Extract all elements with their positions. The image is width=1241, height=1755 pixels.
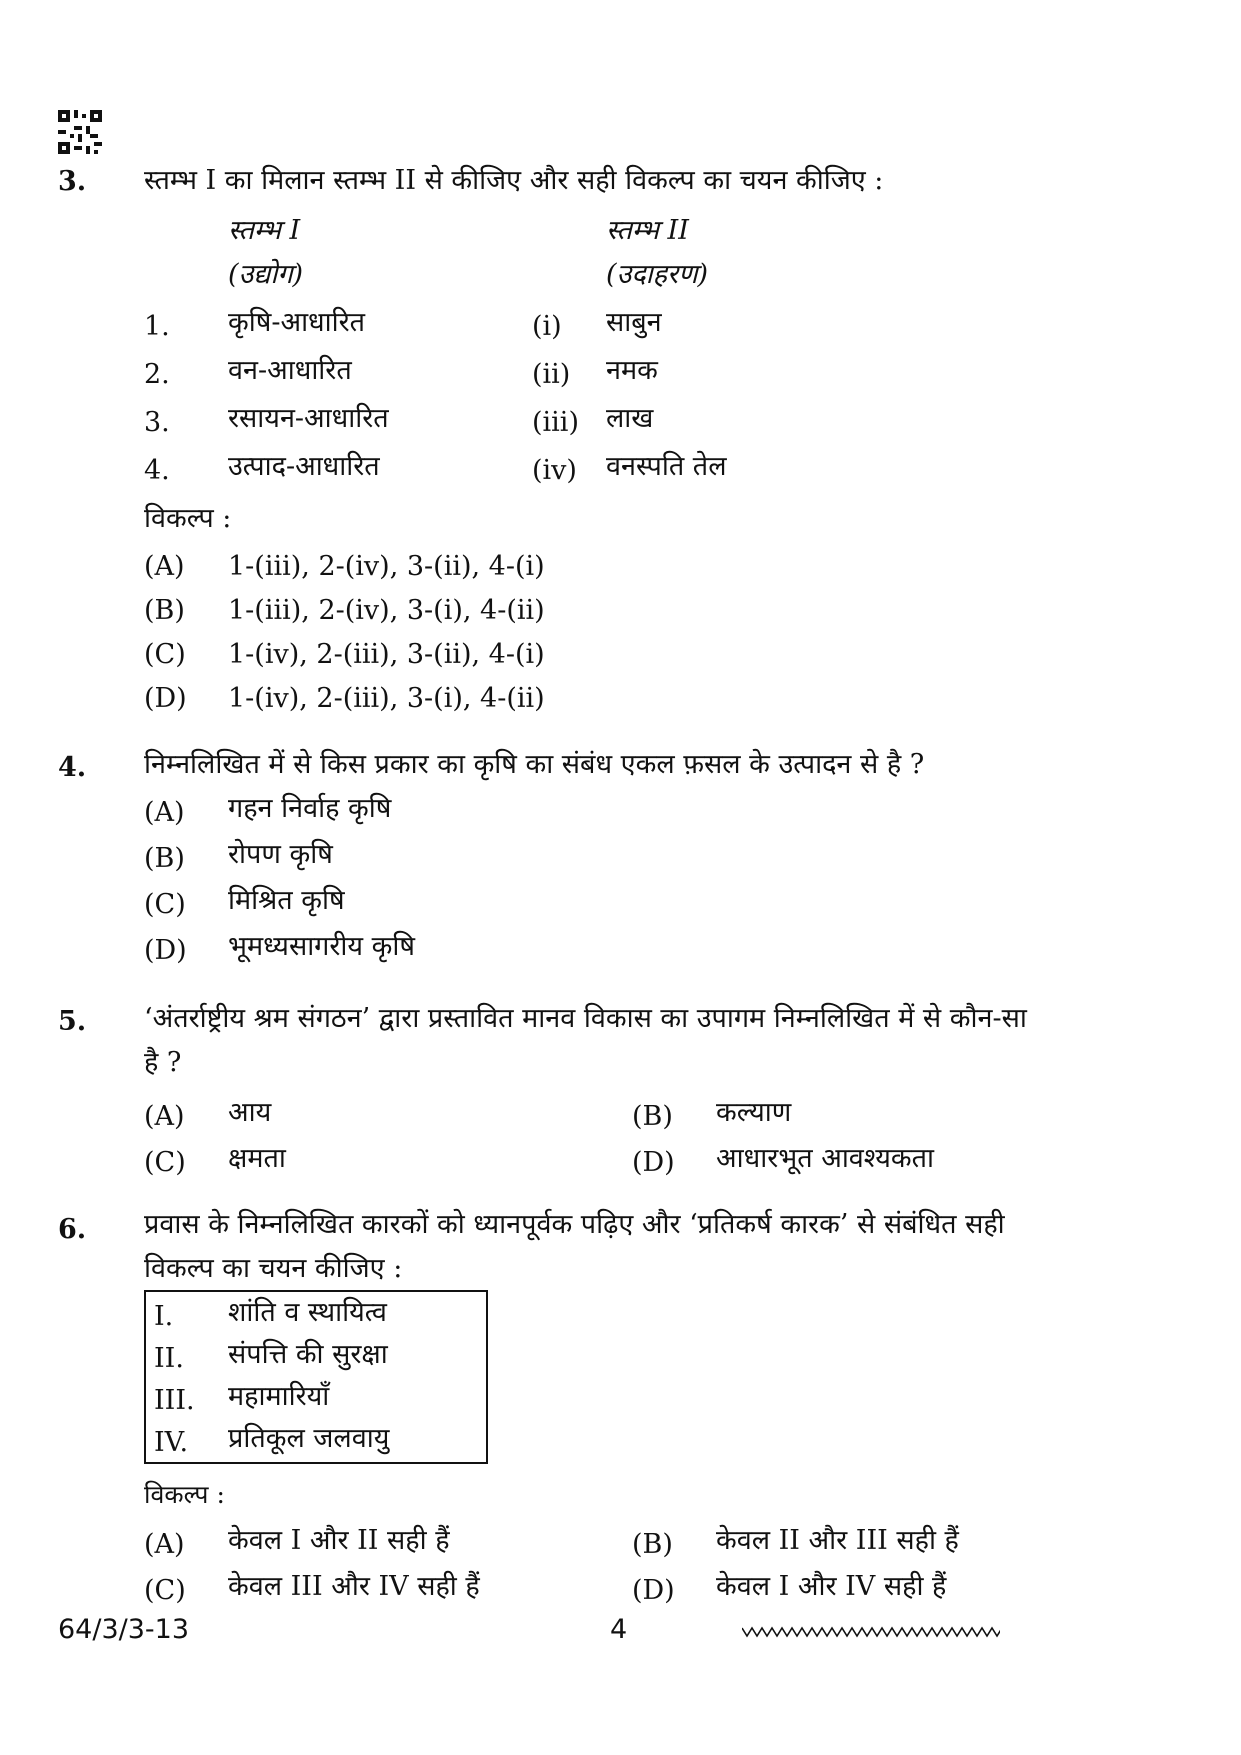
option-text[interactable]: रोपण कृषि: [228, 839, 333, 870]
question-number: 5.: [58, 1006, 87, 1037]
match-row-left: वन-आधारित: [228, 355, 352, 386]
option-text[interactable]: 1-(iii), 2-(iv), 3-(ii), 4-(i): [228, 551, 545, 582]
options-label: विकल्प :: [144, 1480, 225, 1509]
option-text[interactable]: केवल I और IV सही हैं: [716, 1571, 947, 1602]
column-1-subheading: (उद्योग): [228, 259, 304, 290]
option-text[interactable]: केवल II और III सही हैं: [716, 1525, 959, 1556]
option-key[interactable]: (D): [632, 1147, 675, 1178]
question-text: स्तम्भ I का मिलान स्तम्भ II से कीजिए और सही विकल्प का चयन कीजिए :: [144, 165, 884, 196]
option-key[interactable]: (B): [144, 843, 185, 874]
question-number: 4.: [58, 752, 87, 783]
match-row-right: लाख: [606, 403, 654, 434]
paper-code: 64/3/3-13: [58, 1614, 190, 1645]
option-key[interactable]: (B): [632, 1529, 673, 1560]
squiggle-line-icon: [742, 1624, 1000, 1640]
match-row-number: 4.: [144, 455, 170, 486]
match-row-roman: (i): [532, 311, 562, 342]
option-text[interactable]: केवल III और IV सही हैं: [228, 1571, 480, 1602]
question-text: ‘अंतर्राष्ट्रीय श्रम संगठन’ द्वारा प्रस्तावित मानव विकास का उपागम निम्नलिखित में से कौन-सा: [144, 1003, 1027, 1034]
match-row-right: नमक: [606, 355, 658, 386]
factor-text: प्रतिकूल जलवायु: [228, 1423, 390, 1454]
factor-text: संपत्ति की सुरक्षा: [228, 1339, 388, 1370]
option-text[interactable]: आधारभूत आवश्यकता: [716, 1143, 935, 1174]
qr-code-icon: [58, 110, 102, 154]
option-text[interactable]: 1-(iv), 2-(iii), 3-(i), 4-(ii): [228, 683, 545, 714]
option-key[interactable]: (C): [144, 1575, 186, 1606]
match-row-right: साबुन: [606, 307, 662, 338]
option-key[interactable]: (A): [144, 797, 185, 828]
question-number: 6.: [58, 1214, 87, 1245]
factor-text: शांति व स्थायित्व: [228, 1297, 387, 1328]
match-row-number: 1.: [144, 311, 170, 342]
match-row-left: कृषि-आधारित: [228, 307, 366, 338]
column-2-heading: स्तम्भ II: [606, 215, 689, 246]
option-text[interactable]: कल्याण: [716, 1097, 792, 1128]
factor-key: II.: [154, 1343, 184, 1374]
options-label: विकल्प :: [144, 503, 232, 534]
option-key[interactable]: (B): [632, 1101, 673, 1132]
option-key[interactable]: (A): [144, 1101, 185, 1132]
option-key[interactable]: (B): [144, 595, 185, 626]
question-text: निम्नलिखित में से किस प्रकार का कृषि का संबंध एकल फ़सल के उत्पादन से है ?: [144, 749, 925, 780]
option-key[interactable]: (D): [632, 1575, 675, 1606]
question-text: प्रवास के निम्नलिखित कारकों को ध्यानपूर्वक पढ़िए और ‘प्रतिकर्ष कारक’ से संबंधित सही: [144, 1209, 1005, 1240]
option-key[interactable]: (A): [144, 1529, 185, 1560]
option-text[interactable]: केवल I और II सही हैं: [228, 1525, 450, 1556]
option-text[interactable]: भूमध्यसागरीय कृषि: [228, 931, 415, 962]
option-text[interactable]: 1-(iv), 2-(iii), 3-(ii), 4-(i): [228, 639, 545, 670]
option-text[interactable]: 1-(iii), 2-(iv), 3-(i), 4-(ii): [228, 595, 545, 626]
match-row-right: वनस्पति तेल: [606, 451, 727, 482]
question-text: विकल्प का चयन कीजिए :: [144, 1253, 403, 1284]
option-key[interactable]: (D): [144, 935, 187, 966]
column-2-subheading: (उदाहरण): [606, 259, 709, 290]
option-key[interactable]: (C): [144, 889, 186, 920]
factor-key: IV.: [154, 1427, 189, 1458]
factor-key: I.: [154, 1301, 174, 1332]
match-row-left: रसायन-आधारित: [228, 403, 389, 434]
option-text[interactable]: आय: [228, 1097, 272, 1128]
match-row-roman: (ii): [532, 359, 571, 390]
match-row-roman: (iv): [532, 455, 577, 486]
match-row-roman: (iii): [532, 407, 579, 438]
option-key[interactable]: (C): [144, 639, 186, 670]
option-text[interactable]: मिश्रित कृषि: [228, 885, 345, 916]
question-text: है ?: [144, 1047, 182, 1078]
option-key[interactable]: (A): [144, 551, 185, 582]
option-key[interactable]: (D): [144, 683, 187, 714]
option-text[interactable]: गहन निर्वाह कृषि: [228, 793, 392, 824]
factor-key: III.: [154, 1385, 195, 1416]
match-row-left: उत्पाद-आधारित: [228, 451, 380, 482]
question-number: 3.: [58, 166, 87, 197]
option-key[interactable]: (C): [144, 1147, 186, 1178]
option-text[interactable]: क्षमता: [228, 1143, 286, 1174]
factor-text: महामारियाँ: [228, 1381, 330, 1412]
column-1-heading: स्तम्भ I: [228, 215, 301, 246]
match-row-number: 2.: [144, 359, 170, 390]
match-row-number: 3.: [144, 407, 170, 438]
page-number: 4: [610, 1614, 628, 1645]
